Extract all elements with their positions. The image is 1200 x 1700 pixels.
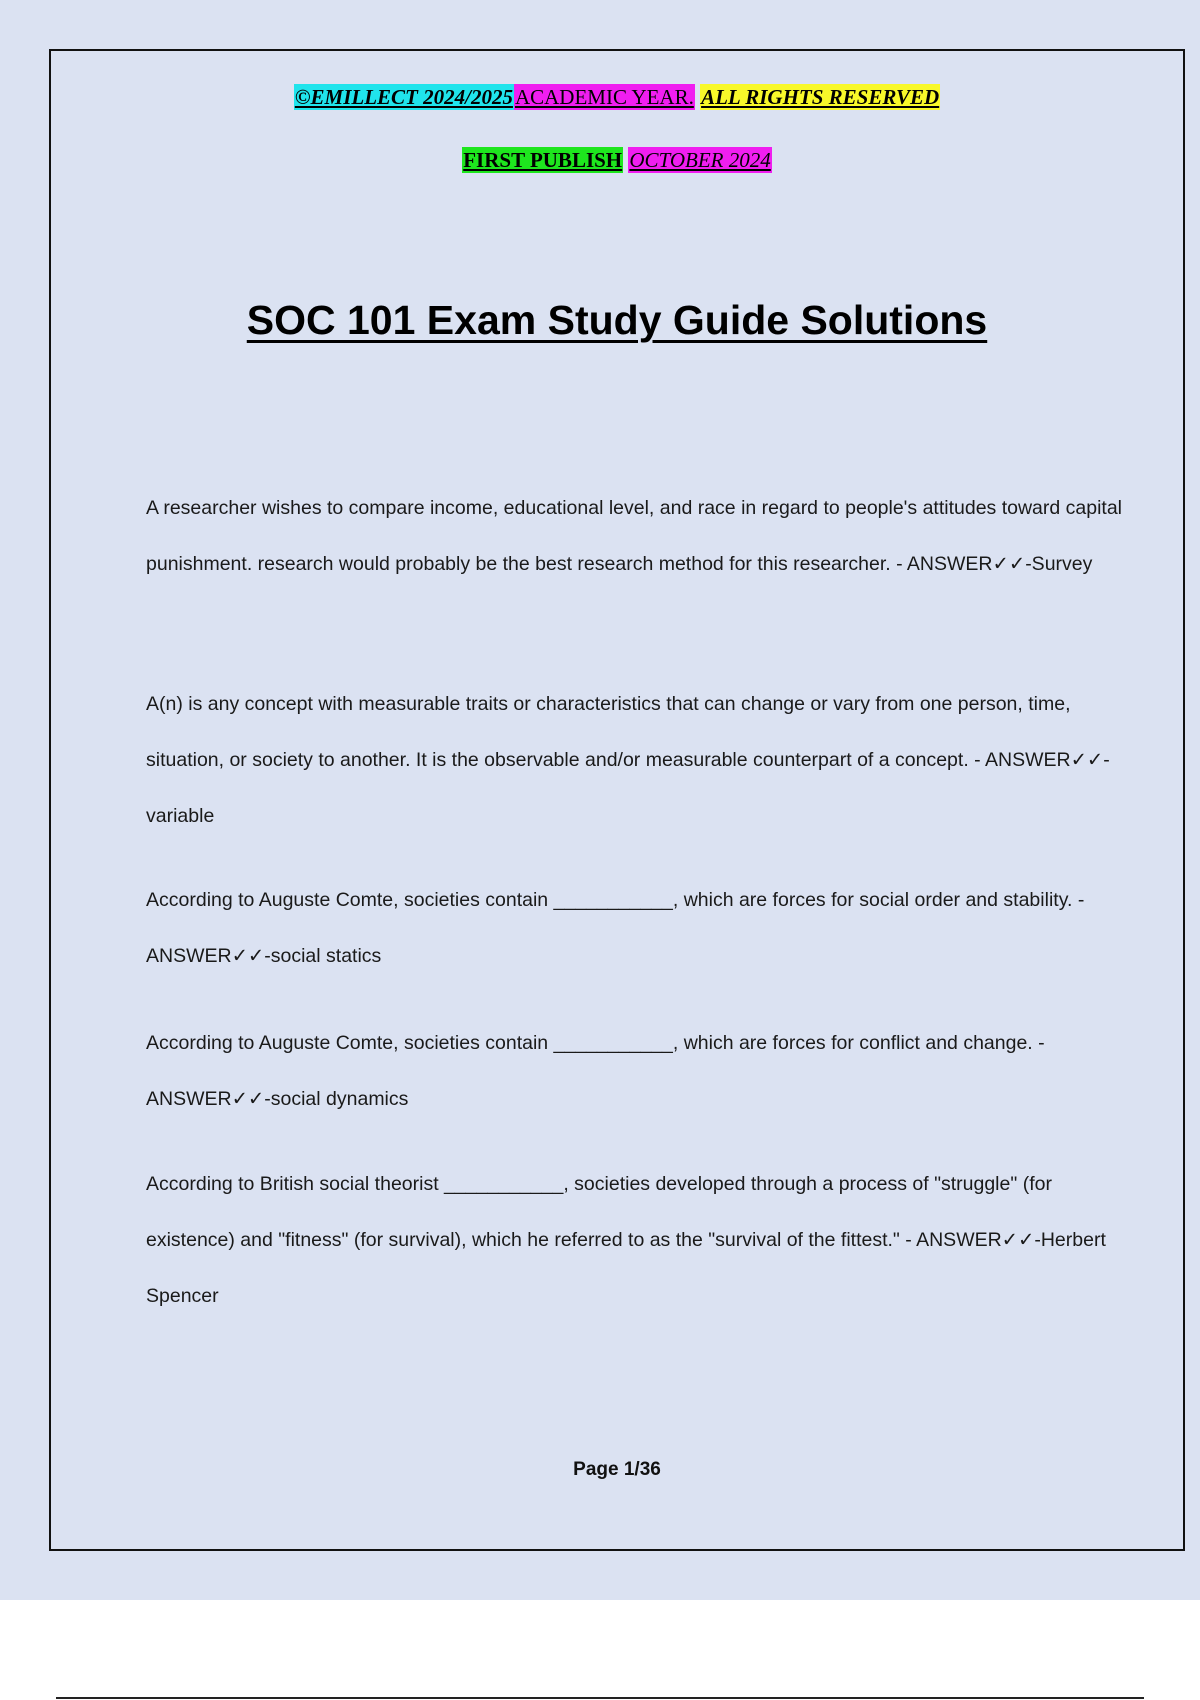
question-text: A(n) is any concept with measurable traits or characteristics that can change or vary from one person, time, situation, or society to another. It is the observable and/or measurable counterpart of a concept. - (146, 693, 1071, 771)
academic-year-highlight: ACADEMIC YEAR. (514, 85, 694, 109)
publish-date-highlight: OCTOBER 2024 (629, 148, 771, 172)
publish-header-line (51, 147, 1183, 173)
answer-text: ANSWER✓✓-social statics (146, 945, 382, 967)
question-text: According to British social theorist ___________, societies developed through a process of "struggle" (for existence) and "fitness" (for survival), which he referred to as the "survival of the fittest." - (146, 1173, 1052, 1251)
answer-text: ANSWER✓✓-Survey (906, 553, 1093, 575)
copyright-highlight: ©EMILLECT 2024/2025 (294, 85, 513, 109)
first-publish-highlight: FIRST PUBLISH (463, 148, 623, 172)
question-block (146, 1156, 1136, 1324)
page-number: Page 1/36 (573, 1459, 661, 1480)
question-block (146, 872, 1136, 984)
answer-text: ANSWER✓✓-social dynamics (146, 1088, 409, 1110)
rights-reserved-highlight: ALL RIGHTS RESERVED (701, 85, 940, 109)
document-title-text: SOC 101 Exam Study Guide Solutions (246, 297, 988, 343)
next-page-divider (56, 1697, 1144, 1699)
question-text: According to Auguste Comte, societies contain ___________, which are forces for conflict and change. - (146, 1032, 1045, 1054)
question-text: According to Auguste Comte, societies contain ___________, which are forces for social order and stability. - (146, 889, 1085, 911)
question-text: A researcher wishes to compare income, educational level, and race in regard to people's attitudes toward capital punishment. research would probably be the best research method for this researcher. - (146, 497, 1123, 575)
question-block (146, 1015, 1136, 1127)
answer-text: ANSWER✓✓-Herbert Spencer (146, 1229, 1106, 1307)
answer-text: ANSWER✓✓-variable (146, 749, 1110, 827)
document-title (51, 295, 1183, 345)
question-block (146, 480, 1136, 592)
question-block (146, 676, 1136, 844)
copyright-header-line (51, 84, 1183, 110)
page-frame (49, 49, 1185, 1551)
